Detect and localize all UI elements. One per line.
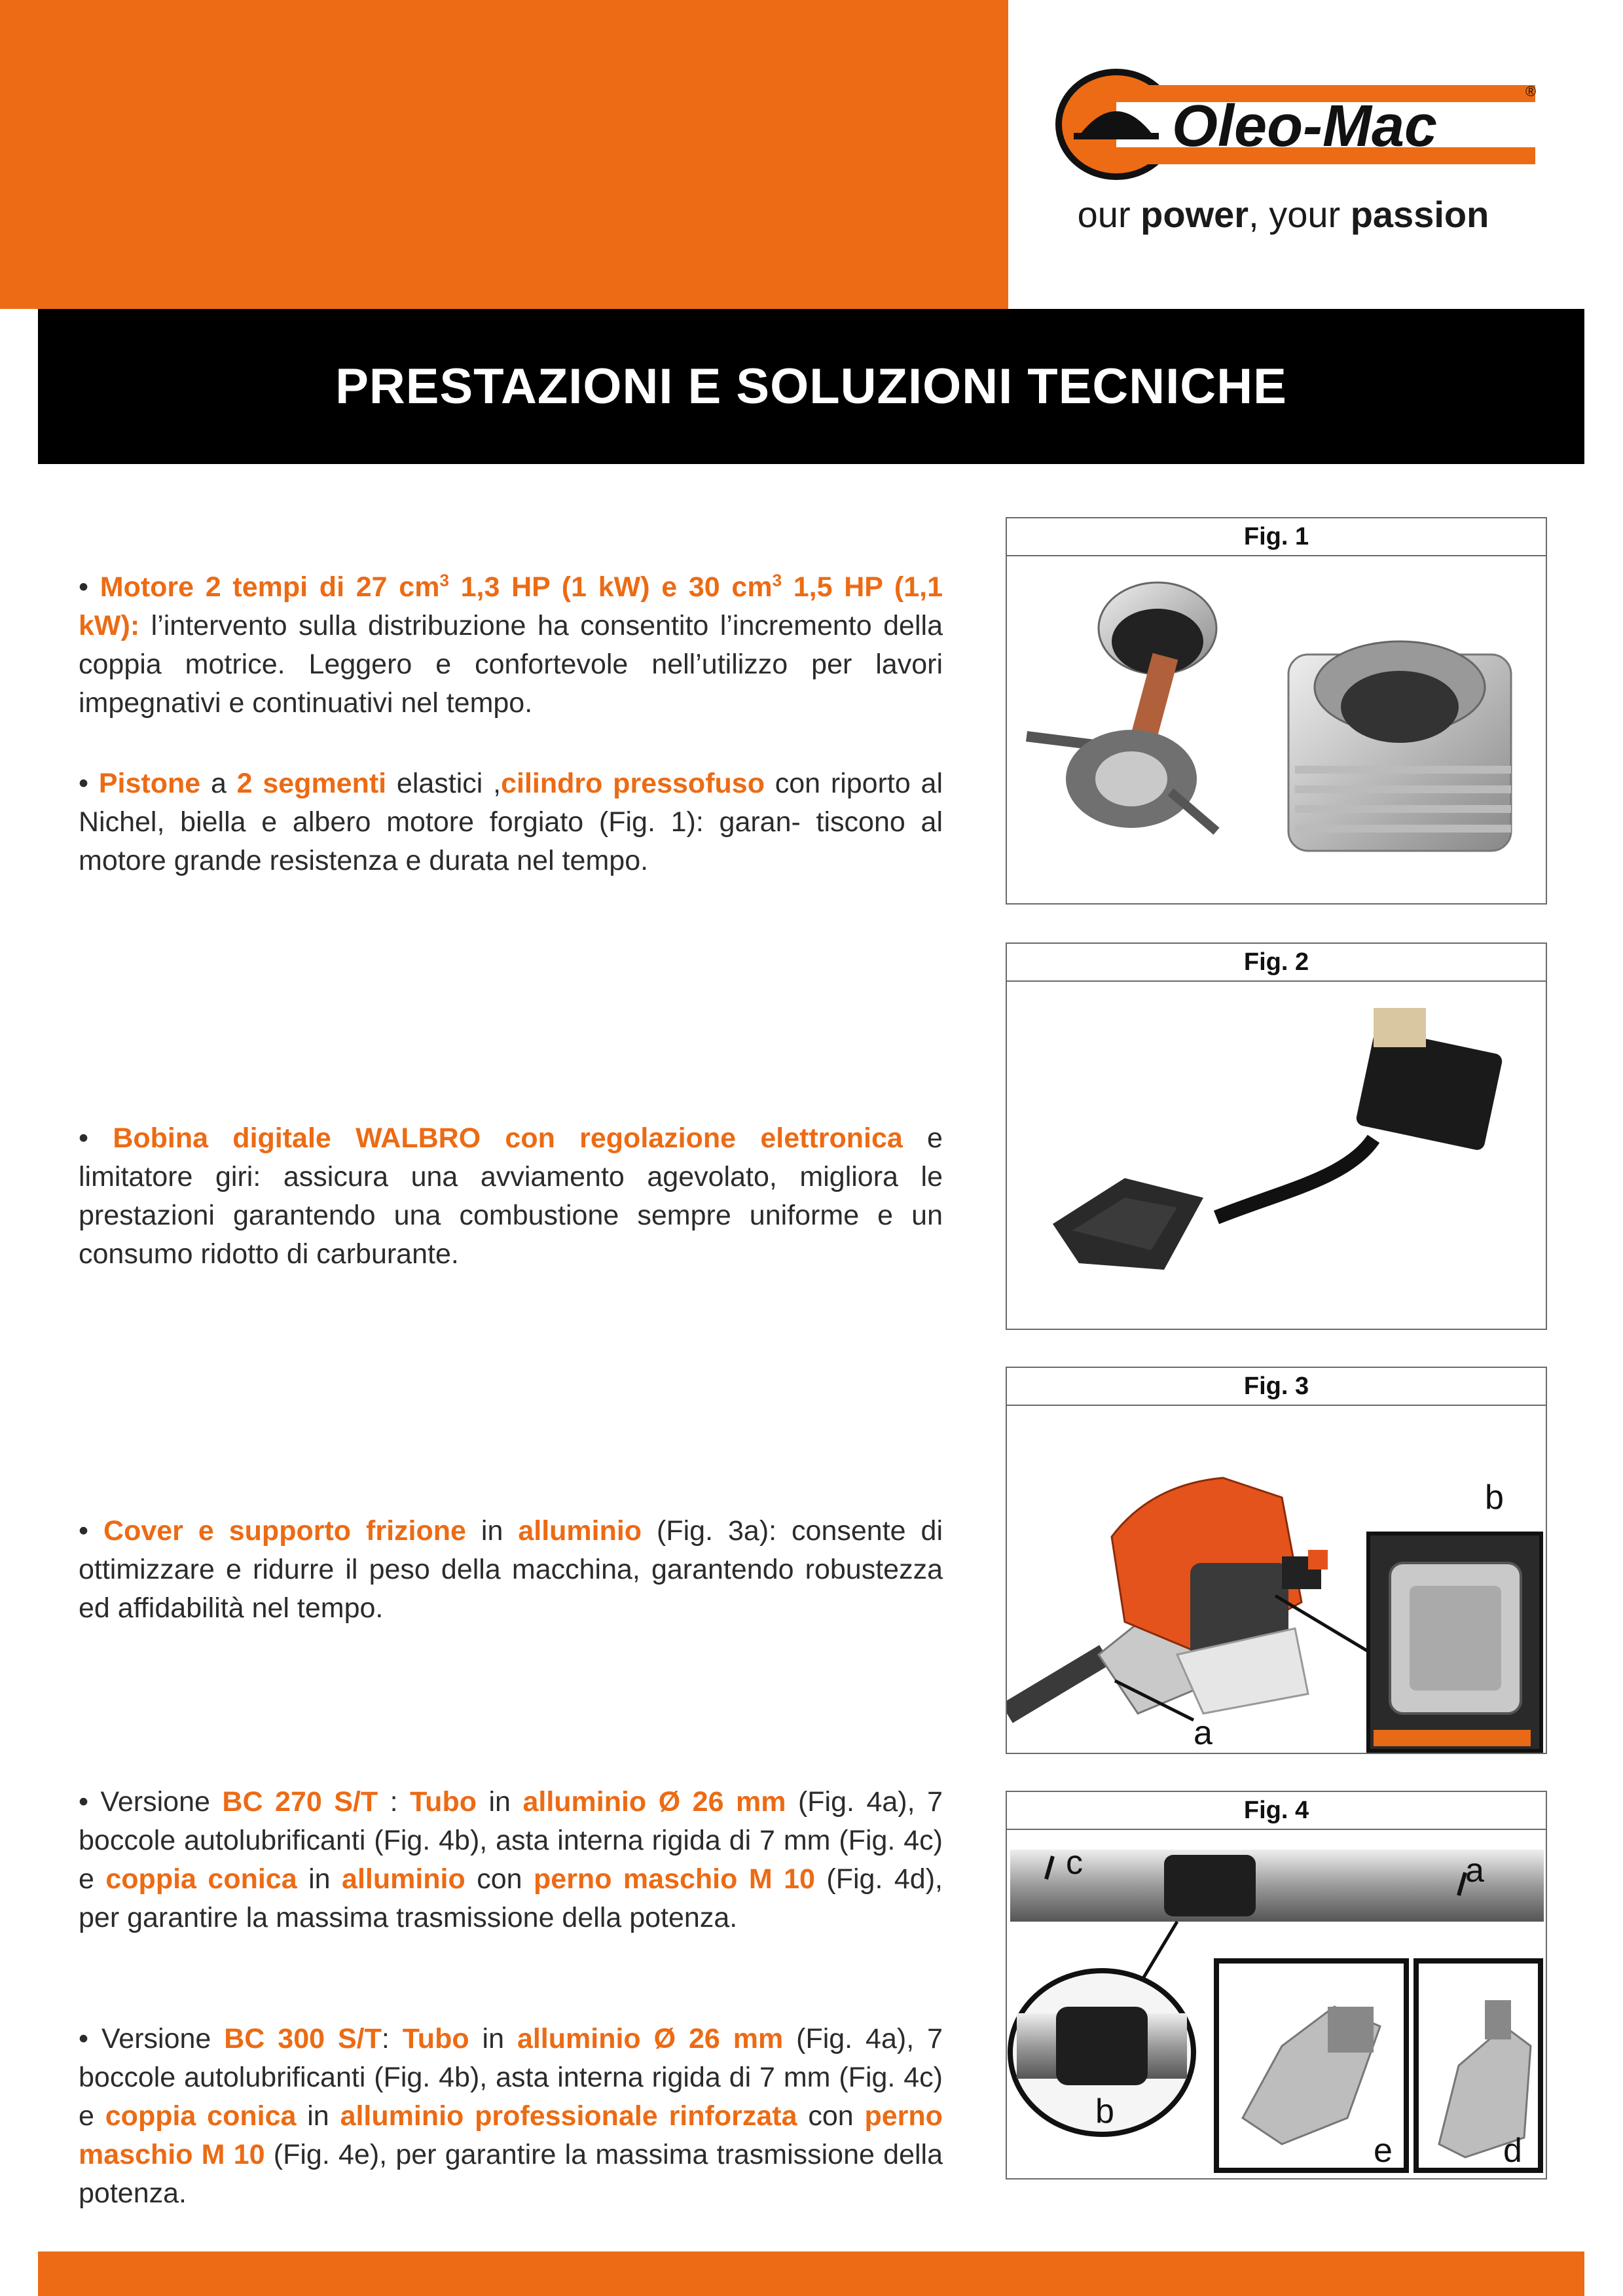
header-orange-band <box>0 0 1008 309</box>
feature-highlight: cilindro pressofuso <box>501 768 765 799</box>
feature-text: con <box>797 2100 865 2132</box>
feature-highlight: BC 270 S/T <box>222 1786 378 1818</box>
feature-paragraph-ignition-coil <box>79 1119 943 1274</box>
feature-highlight: 3 <box>772 570 782 590</box>
feature-highlight: BC 300 S/T <box>224 2023 382 2054</box>
feature-text: • <box>79 571 100 603</box>
feature-highlight: Cover e supporto frizione <box>103 1515 466 1547</box>
crankshaft-cylinder-icon <box>1007 556 1546 903</box>
title-bar <box>38 309 1584 464</box>
feature-highlight: alluminio professionale rinforzata <box>340 2100 797 2132</box>
figure-4-image <box>1007 1830 1546 2178</box>
logo-wordmark: Oleo-Mac <box>1172 94 1438 159</box>
feature-text: in <box>476 1786 523 1818</box>
ignition-coil-icon <box>1007 982 1546 1329</box>
figure-4-label-c: c <box>1066 1844 1083 1882</box>
figure-4-label-a: a <box>1465 1852 1484 1890</box>
figure-2-title: Fig. 2 <box>1007 944 1546 982</box>
figure-3-title: Fig. 3 <box>1007 1368 1546 1406</box>
feature-text: con riporto al Nichel, biella e albero motore forgiato (Fig. 1): garan- tiscono al motore grande resistenza e durata nel tempo. <box>79 768 943 876</box>
figure-4-label-b: b <box>1095 2092 1114 2130</box>
feature-text: • <box>79 1515 104 1547</box>
feature-text: (Fig. 3a): consente di ottimizzare e ridurre il peso della macchina, garantendo robustezza ed affidabilità nel tempo. <box>79 1515 943 1624</box>
feature-text: • Versione <box>79 1786 223 1818</box>
feature-text: in <box>465 1515 519 1547</box>
feature-paragraph-engine <box>79 568 943 723</box>
feature-paragraph-bc300 <box>79 2020 943 2213</box>
figure-4-label-e: e <box>1374 2132 1393 2170</box>
feature-text: elastici , <box>386 768 501 799</box>
figure-2-image <box>1007 982 1546 1329</box>
feature-text: : <box>378 1786 410 1818</box>
figure-1-title: Fig. 1 <box>1007 518 1546 556</box>
figure-3-image <box>1007 1406 1546 1753</box>
feature-highlight: coppia conica <box>105 1863 297 1895</box>
feature-text: • <box>79 1122 113 1154</box>
feature-text: (Fig. 4e), per garantire la massima trasmissione della potenza. <box>79 2139 943 2209</box>
feature-text: • <box>79 768 99 799</box>
page-title: PRESTAZIONI E SOLUZIONI TECNICHE <box>335 359 1287 414</box>
brand-tagline <box>1054 193 1512 236</box>
feature-highlight: Tubo <box>410 1786 477 1818</box>
feature-text: con <box>465 1863 534 1895</box>
feature-highlight: 2 segmenti <box>236 768 387 799</box>
figure-4-title: Fig. 4 <box>1007 1792 1546 1830</box>
tagline-part-bold: passion <box>1350 194 1489 235</box>
figure-1 <box>1006 517 1547 905</box>
feature-paragraph-clutch-cover <box>79 1512 943 1628</box>
feature-highlight: 1,3 HP (1 kW) e 30 cm <box>448 571 773 603</box>
tagline-part: our <box>1077 194 1141 235</box>
registered-mark: ® <box>1525 83 1537 99</box>
feature-paragraph-bc270 <box>79 1783 943 1937</box>
feature-highlight: Motore 2 tempi di 27 cm <box>100 571 440 603</box>
feature-highlight: 3 <box>439 570 449 590</box>
figure-4 <box>1006 1791 1547 2179</box>
feature-text: (Fig. 4d), per garantire la massima trasmissione della potenza. <box>79 1863 943 1933</box>
figure-4-label-d: d <box>1503 2132 1522 2170</box>
feature-text: • Versione <box>79 2023 225 2054</box>
feature-highlight: perno maschio M 10 <box>534 1863 815 1895</box>
feature-highlight: Pistone <box>98 768 201 799</box>
feature-text: : <box>381 2023 403 2054</box>
brushcutter-engine-icon <box>1007 1406 1546 1753</box>
figure-2 <box>1006 942 1547 1330</box>
feature-text: l’intervento sulla distribuzione ha consentito l’incremento della coppia motrice. Leggero e confortevole nell’utilizzo per lavori impegnativi e continuativi nel tempo. <box>79 610 943 719</box>
footer-orange-band <box>38 2251 1584 2296</box>
feature-highlight: perno maschio M 10 <box>79 2100 943 2170</box>
figure-3-label-b: b <box>1485 1479 1504 1516</box>
feature-highlight: Tubo <box>402 2023 469 2054</box>
feature-highlight: alluminio <box>518 1515 642 1547</box>
figure-3 <box>1006 1367 1547 1754</box>
feature-text: e limitatore giri: assicura una avviamento agevolato, migliora le prestazioni garantendo una combustione sempre uniforme e un consumo ridotto di carburante. <box>79 1122 943 1270</box>
feature-text: in <box>297 1863 342 1895</box>
tagline-part-bold: power <box>1140 194 1249 235</box>
feature-text: in <box>469 2023 517 2054</box>
tagline-part: , your <box>1249 194 1351 235</box>
feature-highlight: coppia conica <box>105 2100 297 2132</box>
feature-text: (Fig. 4a), 7 boccole autolubrificanti (Fig. 4b), asta interna rigida di 7 mm (Fig. 4c) e <box>79 1786 943 1895</box>
feature-highlight: 1,5 HP (1,1 kW): <box>79 571 943 641</box>
feature-highlight: alluminio Ø 26 mm <box>517 2023 784 2054</box>
oleo-mac-logo-icon <box>1054 62 1552 187</box>
feature-text: a <box>200 768 237 799</box>
feature-paragraph-piston <box>79 764 943 880</box>
feature-text: (Fig. 4a), 7 boccole autolubrificanti (Fig. 4b), asta interna rigida di 7 mm (Fig. 4c) e <box>79 2023 943 2132</box>
figure-3-label-a: a <box>1194 1714 1213 1752</box>
feature-highlight: alluminio <box>342 1863 465 1895</box>
brand-logo <box>1054 62 1552 245</box>
figure-1-image <box>1007 556 1546 903</box>
feature-highlight: Bobina digitale WALBRO con regolazione elettronica <box>113 1122 903 1154</box>
feature-highlight: alluminio Ø 26 mm <box>522 1786 786 1818</box>
feature-text: in <box>296 2100 340 2132</box>
